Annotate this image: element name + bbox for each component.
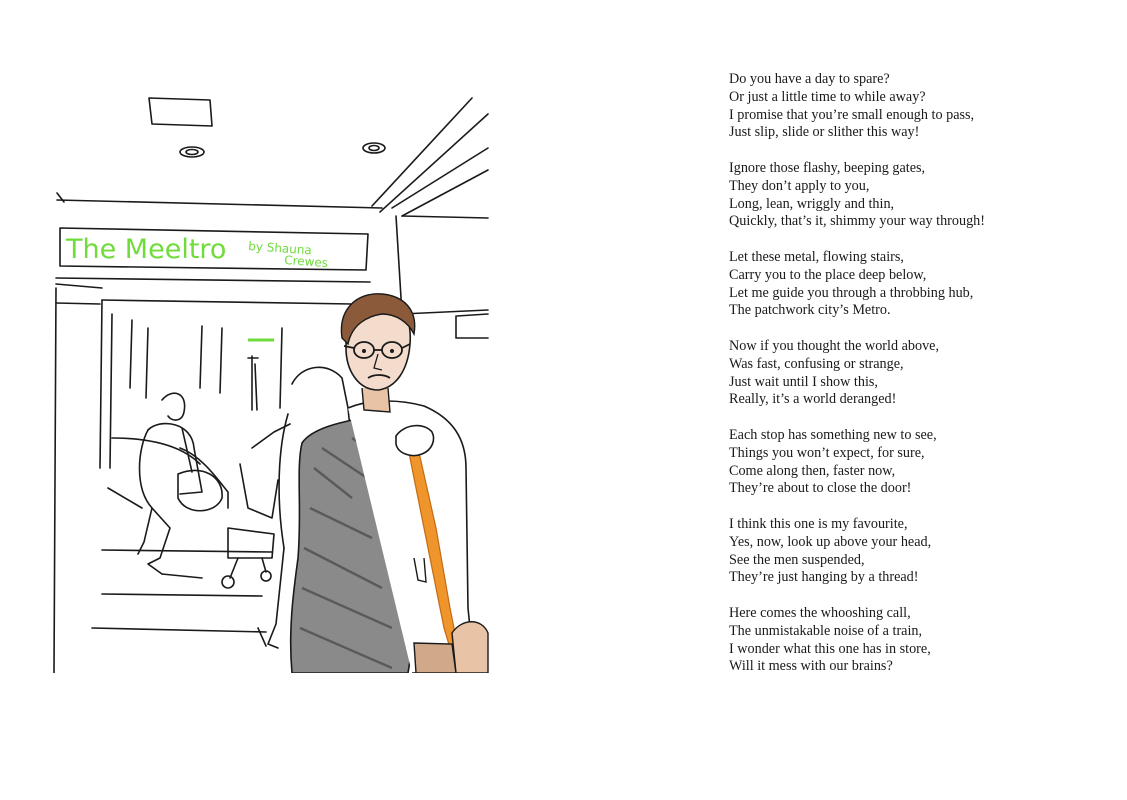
poem-line: Yes, now, look up above your head, — [729, 533, 932, 550]
metro-illustration — [52, 88, 492, 673]
floor-line — [102, 550, 272, 552]
poem-line: Quickly, that’s it, shimmy your way through! — [729, 213, 986, 230]
poem-line: Let me guide you through a throbbing hub, — [729, 284, 974, 301]
poem-line: They’re just hanging by a thread! — [729, 569, 919, 586]
poem-line: Carry you to the place deep below, — [729, 266, 927, 283]
metro-drawing — [52, 88, 492, 673]
poem-stanza — [729, 338, 1109, 409]
poem-line: Will it mess with our brains? — [729, 658, 893, 675]
poem-line: Now if you thought the world above, — [729, 337, 940, 354]
left-wall — [54, 288, 56, 673]
poem-line: Just wait until I show this, — [729, 373, 878, 390]
right-sign — [457, 314, 488, 316]
bg-pillar — [280, 328, 282, 408]
bg-pillar — [146, 328, 148, 398]
woman-body — [279, 414, 288, 548]
beam-line — [402, 310, 488, 314]
ceiling-line — [380, 114, 488, 212]
poem-stanza — [729, 605, 1109, 676]
poem-line: Come along then, faster now, — [729, 462, 896, 479]
poem-line: Just slip, slide or slither this way! — [729, 124, 920, 141]
ceiling-lamp-inner — [186, 150, 198, 155]
ceiling-lamp — [363, 143, 385, 153]
ceiling-line — [57, 200, 382, 208]
poem-line: I promise that you’re small enough to pass, — [729, 106, 975, 123]
poem-line: Here comes the whooshing call, — [729, 604, 911, 621]
poem-line: Was fast, confusing or strange, — [729, 355, 904, 372]
poem-line: Really, it’s a world deranged! — [729, 391, 897, 408]
woman-arm — [252, 424, 290, 448]
opening-top — [102, 300, 352, 304]
seated-person-head — [162, 393, 185, 420]
right-sign — [456, 316, 488, 338]
poem-stanza — [729, 71, 1109, 142]
bag-pouch — [414, 643, 456, 673]
bg-pillar — [220, 328, 222, 393]
poem-line: They don’t apply to you, — [729, 177, 870, 194]
main-figure — [291, 294, 488, 673]
seat-line — [108, 488, 142, 508]
ceiling-panel — [149, 98, 212, 126]
poem-line: Do you have a day to spare? — [729, 71, 890, 87]
sign-byline-1: by Shauna — [247, 239, 313, 258]
bg-pillar — [130, 320, 132, 388]
poem — [729, 71, 1109, 694]
seated-person-leg — [140, 430, 171, 574]
poem-stanza — [729, 427, 1109, 498]
eye — [362, 349, 366, 353]
pram-wheel — [222, 576, 234, 588]
bg-pillar — [200, 326, 202, 388]
floor-line — [162, 574, 202, 578]
poem-line: See the men suspended, — [729, 551, 865, 568]
poem-line: I wonder what this one has in store, — [729, 640, 931, 657]
opening-left-inner — [110, 314, 112, 468]
poem-line: I think this one is my favourite, — [729, 515, 908, 532]
bg-figure — [248, 356, 258, 410]
poem-line: Things you won’t expect, for sure, — [729, 444, 925, 461]
opening-left — [100, 300, 102, 468]
poem-stanza — [729, 249, 1109, 320]
poem-line: Or just a little time to while away? — [729, 88, 926, 105]
lower-hand — [452, 622, 488, 673]
floor-line — [92, 628, 266, 632]
ceiling-lamp — [180, 147, 204, 157]
eye — [390, 349, 394, 353]
poem-line: They’re about to close the door! — [729, 480, 912, 497]
hand — [396, 426, 434, 456]
sign-byline-2: Crewes — [283, 253, 329, 271]
neck — [362, 388, 390, 412]
poem-line: The unmistakable noise of a train, — [729, 622, 923, 639]
pram-basket — [228, 528, 274, 558]
sign-title: The Meeltro — [66, 234, 227, 265]
poem-line: Long, lean, wriggly and thin, — [729, 195, 895, 212]
poem-line: The patchwork city’s Metro. — [729, 302, 891, 319]
poem-stanza — [729, 516, 1109, 587]
poem-stanza — [729, 160, 1109, 231]
pram — [240, 464, 278, 518]
beam-line — [56, 278, 370, 282]
ceiling-lamp-inner — [369, 146, 379, 151]
beam-line — [56, 284, 102, 288]
floor-line — [258, 628, 266, 646]
beam-line — [402, 216, 488, 218]
poem-line: Ignore those flashy, beeping gates, — [729, 159, 926, 176]
seated-person-leg — [138, 508, 152, 554]
woman-leg — [268, 548, 284, 648]
left-wall-line — [56, 303, 100, 304]
poem-line: Let these metal, flowing stairs, — [729, 248, 904, 265]
poem-line: Each stop has something new to see, — [729, 426, 937, 443]
floor-line — [102, 594, 262, 596]
